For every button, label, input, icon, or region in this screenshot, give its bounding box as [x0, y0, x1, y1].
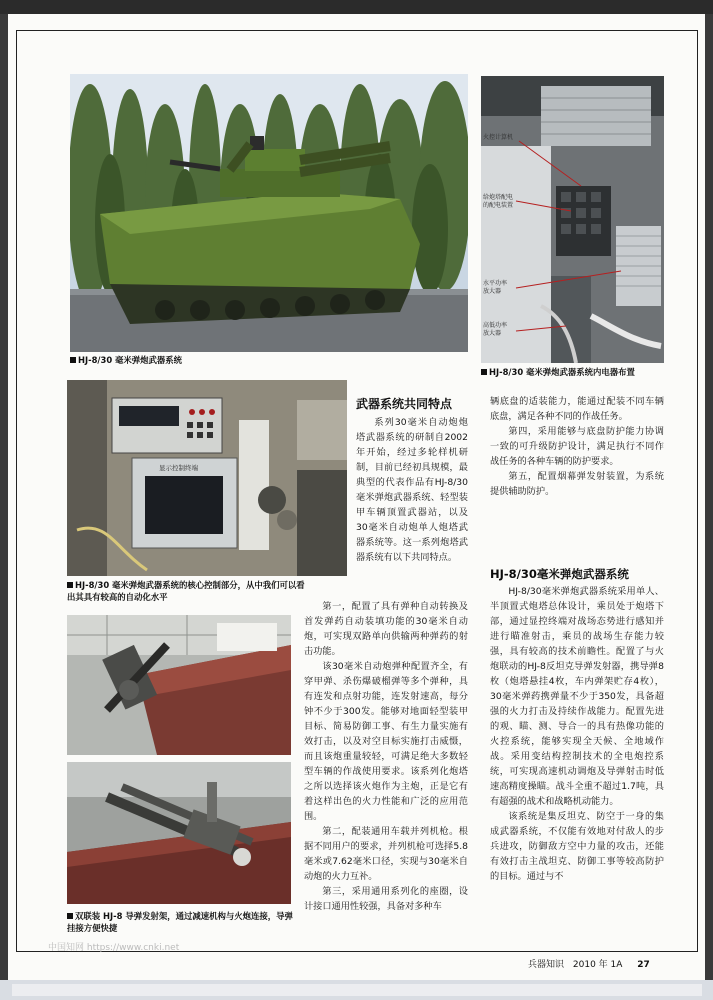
caption-launcher [67, 910, 297, 934]
label-elevation-amplifier: 高低功率 放大器 [483, 322, 508, 337]
viewer-top-bar [0, 0, 713, 14]
caption-text: HJ-8/30 毫米弹炮武器系统的核心控制部分，从中我们可以看出其具有较高的自动化水平 [67, 580, 305, 602]
caption-vehicle [70, 354, 468, 366]
label-horizontal-amplifier: 水平功率 放大器 [483, 280, 508, 295]
caption-text: HJ-8/30 毫米弹炮武器系统 [78, 355, 183, 365]
paragraph: 第二，配装通用车载并列机枪。根据不同用户的要求，并列机枪可选择5.8毫米或7.62毫米口径，实现与30毫米自动炮的火力互补。 [304, 826, 468, 882]
section-heading-hj8-system: HJ-8/30毫米弹炮武器系统 [490, 567, 629, 581]
label-power-distribution: 给炮塔配电 的配电装置 [483, 194, 514, 209]
paragraph: 第一，配置了具有弹种自动转换及首发弹药自动装填功能的30毫米自动炮，可实现双路单向供输两种弹药的射击功能。 [304, 601, 468, 657]
paragraph: 该系统是集反坦克、防空于一身的集成武器系统，不仅能有效地对付敌人的步兵进攻，防御敌方空中力量的攻击，还能有效打击主战坦克、防御工事等较高防护的目标。通过与不 [490, 811, 664, 882]
caption-control [67, 579, 312, 603]
page-number: 27 [637, 960, 650, 970]
control-panel-photo [67, 380, 347, 576]
paragraph: 第五，配置烟幕弹发射装置，为系统提供辅助防护。 [490, 471, 664, 497]
caption-text: 双联装 HJ-8 导弹发射架，通过减速机构与火炮连接，导弹挂接方便快捷 [67, 911, 293, 933]
caption-marker-icon [70, 357, 76, 363]
issue-number: 2010 年 1A [572, 960, 623, 970]
cnki-watermark: 中国知网 https://www.cnki.net [48, 943, 180, 953]
section2-body [490, 584, 664, 884]
section1-column-middle [304, 599, 468, 914]
caption-text: HJ-8/30 毫米弹炮武器系统内电器布置 [489, 367, 635, 377]
launcher-photo-bottom [67, 762, 291, 904]
section1-column-right [490, 394, 664, 499]
section-heading-common-features: 武器系统共同特点 [356, 397, 453, 411]
next-page-strip [12, 984, 702, 996]
section1-intro [356, 415, 468, 565]
page-footer [528, 957, 650, 970]
vehicle-photo [70, 74, 468, 352]
paragraph: 第三，采用通用系列化的座圈，设计接口通用性较强，具备对多种车 [304, 886, 468, 912]
label-fire-control-computer: 火控计算机 [483, 134, 514, 141]
control-terminal-label: 显示控制终端 [159, 464, 198, 472]
caption-marker-icon [67, 913, 73, 919]
viewer-bottom-bar [0, 980, 713, 1000]
magazine-name: 兵器知识 [528, 960, 565, 970]
magazine-page [8, 14, 705, 980]
launcher-photo-top [67, 615, 291, 755]
paragraph: 系列30毫米自动炮炮塔武器系统的研制自2002年开始，经过多轮样机研制，目前已经初具规模，最典型的代表作品有HJ-8/30毫米弹炮武器系统、轻型装甲车辆顶置武器站，以及30毫米自动炮单人炮塔武器系统等。这一系列炮塔武器系统有以下共同特点。 [356, 417, 468, 563]
paragraph: 第四，采用能够与底盘防护能力协调一致的可升级防护设计，满足执行不同作战任务的各种车辆的防护要求。 [490, 426, 664, 467]
caption-marker-icon [67, 582, 73, 588]
paragraph: 辆底盘的适装能力，能通过配装不同车辆底盘，满足各种不同的作战任务。 [490, 396, 664, 422]
paragraph: 该30毫米自动炮弹种配置齐全，有穿甲弹、杀伤爆破榴弹等多个弹种，具有连发和点射功能，连发射速高，每分钟不少于300发。能够对地面轻型装甲目标、简易防御工事、有生力量实施有效打击，以及对空目标实施打击威慑，而且该炮重量较轻，可满足绝大多数轻型车辆的作战使用要求。该系列化炮塔之所以选择该火炮作为主炮，正是它有着这样出色的火力性能和广泛的应用范围。 [304, 661, 468, 822]
interior-photo [481, 76, 664, 363]
caption-interior [481, 366, 671, 378]
paragraph: HJ-8/30毫米弹炮武器系统采用单人、半顶置式炮塔总体设计，乘员处于炮塔下部，通过显控终端对战场态势进行感知并进行瞄准射击，乘员的战场生存能力较强，具有较高的技术前瞻性。配置了与火炮联动的HJ-8反坦克导弹发射器，携导弹8枚（炮塔悬挂4枚，车内弹架贮存4枚），30毫米弹药携弹量不少于350发，具备超强的火力打击及持续作战能力。配置先进的观、瞄、测、导合一的具有热像功能的火控系统，能够实现全天候、全地域作战。采用变结构控制技术的全电炮控系统，可实现高速机动调炮及导弹射击时低速高精度操瞄。战斗全重不超过1.7吨，具有超强的战术和战略机动能力。 [490, 586, 664, 807]
caption-marker-icon [481, 369, 487, 375]
